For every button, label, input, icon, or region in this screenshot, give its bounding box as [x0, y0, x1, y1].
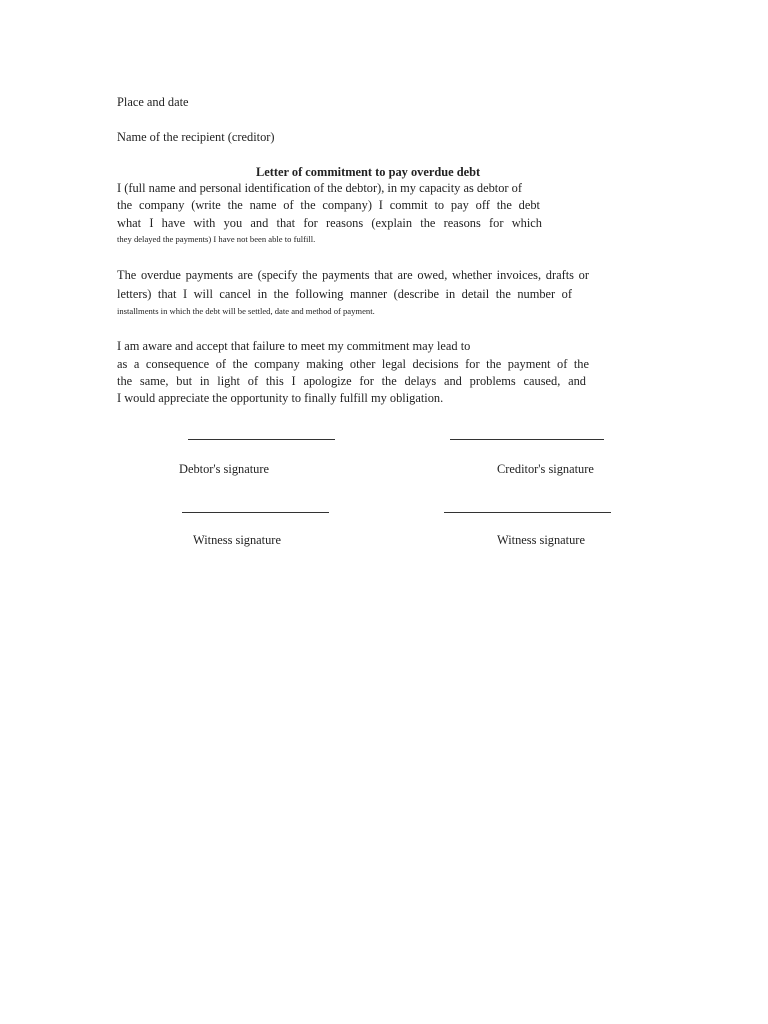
paragraph-1-line-2: the company (write the name of the company) I commit to pay off the debt — [117, 198, 540, 212]
letter-title: Letter of commitment to pay overdue debt — [256, 165, 481, 179]
paragraph-2-line-3: installments in which the debt will be settled, date and method of payment. — [117, 306, 375, 316]
creditor-signature-line — [450, 439, 604, 440]
creditor-signature-label: Creditor's signature — [497, 462, 594, 476]
paragraph-2-line-1: The overdue payments are (specify the payments that are owed, whether invoices, drafts or — [117, 268, 589, 282]
recipient-name: Name of the recipient (creditor) — [117, 130, 275, 144]
paragraph-2-line-2: letters) that I will cancel in the following manner (describe in detail the number of — [117, 287, 572, 301]
paragraph-3-line-1: I am aware and accept that failure to meet my commitment may lead to — [117, 339, 471, 353]
witness-right-signature-label: Witness signature — [497, 533, 585, 547]
paragraph-1-line-4: they delayed the payments) I have not been able to fulfill. — [117, 234, 316, 244]
witness-left-signature-label: Witness signature — [193, 533, 281, 547]
paragraph-1-line-1: I (full name and personal identification of the debtor), in my capacity as debtor of — [117, 181, 522, 195]
place-and-date: Place and date — [117, 95, 189, 109]
witness-right-signature-line — [444, 512, 611, 513]
paragraph-3-line-4: I would appreciate the opportunity to finally fulfill my obligation. — [117, 391, 444, 405]
witness-left-signature-line — [182, 512, 329, 513]
debtor-signature-label: Debtor's signature — [179, 462, 269, 476]
paragraph-3-line-3: the same, but in light of this I apologize for the delays and problems caused, and — [117, 374, 586, 388]
debtor-signature-line — [188, 439, 335, 440]
paragraph-3-line-2: as a consequence of the company making other legal decisions for the payment of the — [117, 357, 589, 371]
paragraph-1-line-3: what I have with you and that for reasons (explain the reasons for which — [117, 216, 542, 230]
